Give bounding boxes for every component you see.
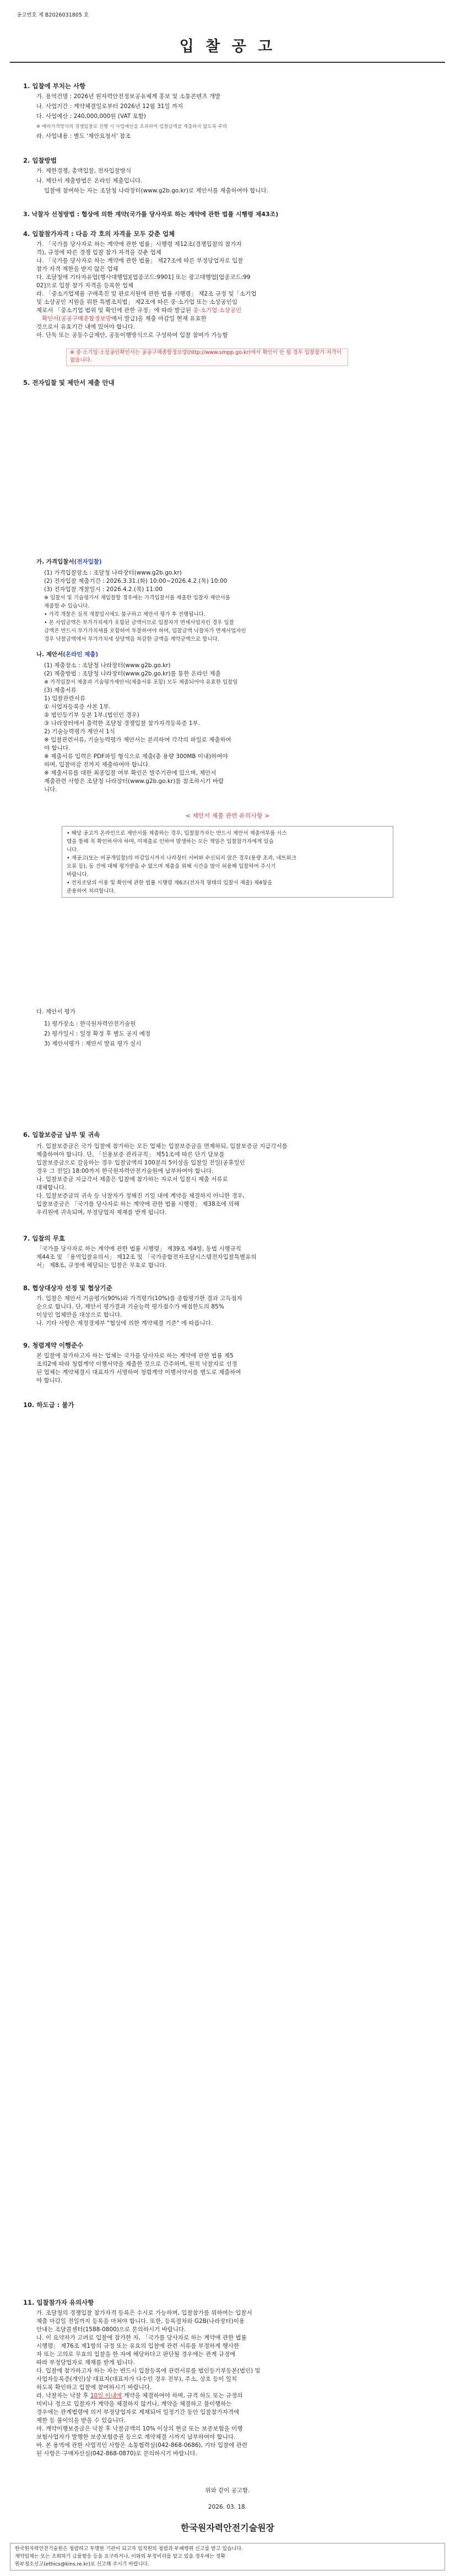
sec2-item: 가. 제한경쟁, 총액입찰, 전자입찰방식 [36, 168, 132, 174]
notice-date: 2026. 03. 18. [208, 2504, 247, 2510]
sec7-line: 서」 제8조, 규정에 해당되는 입찰은 무효로 합니다. [36, 1262, 167, 1269]
sec6-line: 입찰보증금은 「국가를 당사자로 하는 계약에 관한 법률 시행령」 제38조에 의해 [36, 1201, 240, 1208]
ethics-note-line: 원부청소신고(ethics@kins.re.kr)로 신고해 주시기 바랍니다. [15, 2562, 149, 2567]
proposal-line: 제출관련 사항은 조달청 나라장터(www.g2b.go.kr)를 참조하시기 바랍 [44, 778, 224, 785]
caution-box [62, 826, 393, 898]
sec11-line: 하도록 확인하고 입찰에 참여하시기 바랍니다. [36, 2384, 152, 2391]
proposal-line: 니다. [44, 786, 57, 793]
caution-line: • 재공고(또는 비공개입찰)의 마감일시까지 나라장터 서버와 수신되지 않은 경우(용량 초과, 네트워크 [67, 855, 297, 861]
sec8-line: 순으로 합니다. 단, 제안서 평가결과 기술능력 평가점수가 배점한도의 85% [36, 1303, 224, 1310]
section-3-heading: 3. 낙찰자 선정방법 : 협상에 의한 계약(국가를 당사자로 하는 계약에 관한 법률 시행령 제43조) [23, 211, 279, 218]
title-divider [10, 62, 445, 63]
caution-line: • 전자조달의 이용 및 확인에 관한 법률 시행령 제6조(전자적 형태의 입찰서 제출) 제4항을 [67, 880, 273, 886]
sec11-line: 보험사업자가 발행한 보증보험증권 등으로 계약체결 시까지 납부하여야 합니다. [36, 2434, 236, 2440]
evaluation-line: 3) 제안서평가 : 제안서 발표 평가 실시 [44, 1040, 142, 1047]
section-6-heading: 6. 입찰보증금 납부 및 귀속 [23, 1131, 100, 1139]
price-bid-title: 가. 가격입찰서 [36, 559, 74, 565]
price-bid-line: (3) 전자입찰 개찰일시 : 2026.4.2.(목) 11:00 [44, 586, 162, 593]
sec4-line: 격), 규정에 따른 경쟁 입찰 참가 자격을 갖춘 업체 [36, 249, 161, 256]
caution-line: 템을 통해 꼭 확인하셔야 하며, 미제출로 인하여 발생하는 모든 책임은 입찰참가자에게 있습 [67, 839, 274, 845]
sec11-body [36, 2309, 261, 2458]
sec11-line: 안내는 조달콜센터(1588-0800)으로 문의하시기 바랍니다. [36, 2326, 186, 2333]
sec4-line: 참가 자격 제한을 받지 않은 업체 [36, 266, 118, 272]
sec7-line: 제44조 및 「용역입찰유의서」 제12조 및 「국가종합전자조달시스템전자입찰특별유의 [36, 1254, 257, 1260]
sec4-line: 및 소상공인 지원을 위한 특별조치법」 제2조에 따른 중·소기업 또는 소상공인임 [36, 299, 237, 305]
price-bid-line: • 본 사업금액은 부가가치세가 포함된 금액이므로 입찰자가 면세사업자인 경우 입찰 [44, 620, 234, 626]
sec4-red-site: 공공구매종합정보망 [61, 315, 111, 322]
evaluation-line: 2) 평가일시 : 일정 확정 후 별도 공지 예정 [44, 1031, 151, 1037]
sec4-line: 가. 「국가를 당사자로 하는 계약에 관한 법률」시행령 제12조(경쟁입찰의 참가자 [36, 241, 242, 248]
sec4-red-confirm: 확인서( [42, 315, 61, 322]
section-10-heading: 10. 하도급 : 불가 [23, 1401, 74, 1409]
sec4-line [36, 315, 256, 323]
proposal-line: (2) 제출방법 : 조달청 나라장터(www.g2b.go.kr)를 통한 온라인 제출 [44, 670, 221, 677]
sec9-body [36, 1352, 241, 1385]
proposal-line: ③ 나라장터에서 출력한 조달청 경쟁입찰 참가자격등록증 1부. [44, 720, 200, 727]
section-9-heading: 9. 청렴계약 이행준수 [23, 1341, 84, 1349]
sec9-line: 본 입찰에 참가하고자 하는 업체는 국가를 당사자로 하는 계약에 관한 법률 제5 [36, 1353, 234, 1359]
sec4-red-label: 중·소기업·소상공인 [193, 307, 242, 314]
sec8-line: 나. 기타 사항은 제정경제부 "협상에 의한 계약체결 기준" 에 따릅니다. [36, 1320, 213, 1327]
smpp-warning-text: ※ 중·소기업·소상공인확인서는 공공구매종합정보망(http://www.smpp.go.kr)에서 확인이 안 될 경우 입찰참가 자격이 없음니다. [70, 350, 342, 363]
sec6-line: 가. 입찰보증금은 국가 입찰에 참가하는 모든 업체는 입찰보증금을 면제하되, 입찰보증금 지급각서를 [36, 1143, 288, 1150]
sec6-line: 우리원에 귀속되며, 부정당업자 제재를 받게 됩니다. [36, 1209, 167, 1216]
proposal-line: 하며, 입찰마감 전까지 제출하여야 합니다. [44, 761, 150, 768]
sec6-line: 입찰보증금으로 갈음하는 경우 입찰금액의 100분의 5이상을 입찰일 전일(공휴일인 [36, 1160, 245, 1166]
sec11-line: 미비나 정으로 입찰자가 계약을 체결하지 않거나, 계약을 체결하고 불이행하는 [36, 2401, 232, 2407]
sec4-line: 다. 조달청에 기타자유업(행사대행업)[업종코드:9901] 또는 광고대행업[업종코드:99 [36, 274, 251, 281]
proposal-heading [36, 651, 98, 659]
evaluation-heading: 다. 제안서 평가 [36, 1008, 75, 1015]
sec11-ra-tail: 계약을 체결하여야 하며, 규격 하도 또는 규정의 [123, 2392, 243, 2399]
sec4-line [36, 307, 256, 315]
price-bid-line: 금액은 반드시 부가가치세를 포함하여 투찰하여야 하며, 입찰금액 낙찰자가 면세사업자인 [44, 628, 246, 634]
sec11-line: 마. 계약이행보증금은 낙찰 후 낙찰금액의 10% 이상의 현금 또는 보증보험을 이행 [36, 2425, 243, 2432]
sec4-body [36, 240, 256, 340]
sec11-line: 경우에는 관계법령에 의거 부정당업자로 제재되어 일정기간 동안 입찰참가자격에 [36, 2409, 240, 2416]
proposal-line: ※ 가격입찰서 제출과 기술평가제안서(제출서류 포함) 모두 제출되어야 유효한 입찰임 [44, 679, 238, 685]
sec4-line-text: 제로서 「중소기업 범위 및 확인에 관한 규정」에 따라 발급된 [36, 307, 191, 314]
sec7-line: 「국가를 당사자로 하는 계약에 관한 법률 시행령」 제39조 제4항, 동법 시행규칙 [36, 1246, 241, 1252]
sec11-line: 사업자등록증(개인)상 대표자(대표자가 다수인 경우 전부), 주소, 상호 등이 일치 [36, 2376, 237, 2382]
sec6-line: 나. 입찰보증금 지급각서 제출은 입찰에 참가하는 자로서 입찰시 제출 서류로 [36, 1176, 228, 1183]
sec6-line: 제출하여야 합니다. 단, 「신용보증 관리규칙」 제51조에 따른 단기 담보를 [36, 1151, 225, 1158]
ethics-note-line: 계약업체는 또는 조회하기 금품향응 등을 요구하거나, 이와의 부정비리를 알고 있을 경우에는 정확 [15, 2554, 226, 2559]
page-title: 입 찰 공 고 [179, 38, 276, 55]
price-bid-line: (2) 전자입찰 제출기간 : 2026.3.31.(화) 10:00~2026.4.2.(목) 10:00 [44, 578, 228, 584]
ethics-note-lines [15, 2545, 243, 2568]
price-bid-tag: (전자입찰) [74, 559, 102, 565]
sec4-line: 마. 단독 또는 공동수급제안, 공동이행방식으로 구성하여 입찰 참여가 가능함 [36, 332, 228, 339]
sec6-line: 경우 그 전일) 18:00까지 한국원자력안전기술원에 납부하여야 합니다. [36, 1168, 214, 1174]
caution-line: 바랍니다. [67, 872, 89, 878]
price-bid-heading [36, 558, 102, 566]
section-1-heading: 1. 입찰에 부치는 사항 [23, 82, 86, 90]
sec11-line: 자 또는 고의로 무효의 입찰을 한 자에 해당하다고 판단될 경우에는 관계 규정에 [36, 2351, 236, 2358]
sec11-line: 바. 본 용역에 관한 사업적인 사항은 소통협력실(042-868-0686), 기타 입찰에 관련 [36, 2442, 248, 2449]
sec4-line: 02]으로 입찰 참가 자격을 등록한 업체 [36, 282, 134, 289]
smpp-warning-box [66, 348, 348, 366]
sec11-line: 나. 이 요약자가 고려로 입찰에 참가한 자, 「국가를 당사자로 하는 계약에 관한 법률 [36, 2334, 247, 2341]
sec8-line: 가. 입찰은 제안서 기술평가(90%)와 가격평가(10%)를 종합평가한 결과 고득점자 [36, 1295, 242, 1302]
sec6-line: 다. 입찰보증금의 귀속 등 낙찰자가 정해진 기일 내에 계약을 체결하지 아니한 경우, [36, 1193, 245, 1199]
price-bid-line: (1) 가격입찰장소 : 조달청 나라장터(www.g2b.go.kr) [44, 570, 182, 576]
budget-note: ※ 예비가격방식의 경쟁입찰로 진행 시 사업예산을 초과하여 입찰금액을 제출하지 않도록 주의 [36, 124, 228, 130]
proposal-title: 나. 제안서 [36, 651, 63, 658]
proposal-tag: (온라인 제출) [63, 651, 99, 658]
ethics-note-box [10, 2543, 445, 2570]
sec2-item: 입찰에 참여하는 자는 조달청 나라장터(www.g2b.go.kr)로 제안서를 제출하여야 합니다. [44, 187, 269, 194]
caution-lines [67, 829, 296, 895]
proposal-line: ※ 제출서류를 대한 최종입찰 여부 확인은 발주기관에 있으며, 제안서 [44, 770, 216, 776]
notice-number: 공고번호 제 B2026031805 호 [17, 12, 89, 18]
closing-text: 위와 같이 공고함. [205, 2487, 250, 2494]
sec6-body [36, 1142, 288, 1217]
proposal-line: 2) 기술능력평가 제안서 1식 [44, 728, 115, 735]
sec4-line: 라. 「중소기업제품 구매촉진 및 판로지원에 관한 법률 시행령」 제2조 규정 및「소기업 [36, 291, 257, 297]
sec2-item: 나. 제안서 제출방법은 온라인 제출입니다. [36, 178, 143, 184]
sec8-body [36, 1295, 242, 1328]
section-5-heading: 5. 전자입찰 및 제안서 제출 안내 [23, 379, 115, 387]
sec7-body [36, 1245, 257, 1270]
sec9-line: 야 합니다. [36, 1377, 63, 1384]
caution-line: 니다. [67, 847, 79, 853]
section-8-heading: 8. 협상대상자 선정 및 협상기준 [23, 1284, 112, 1292]
sec11-line: 다. 입찰에 참가하고자 하는 자는 반드시 입찰등록에 관련서류를 법인등기부등본(법인) 및 [36, 2368, 261, 2374]
price-bid-body [44, 569, 246, 643]
ethics-note-line: 한국원자력안전기술원은 청렴하고 투명한 기관이 되고자 임직원의 청렴과 부패행위 신고를 받고 있습니다. [15, 2546, 243, 2552]
proposal-line: ① 사업자등록증 사본 1부. [44, 704, 111, 710]
sec1-item: 나. 사업기간 : 계약체결일로부터 2026년 12월 31일 까지 [36, 103, 183, 110]
sec6-line: 대체합니다. [36, 1184, 67, 1191]
sec8-line: 이상인 업체만을 대상으로 합니다. [36, 1312, 122, 1318]
section-2-heading: 2. 입찰방법 [23, 157, 57, 164]
sec11-line: 따라 부정당업자로 제재를 받게 됩니다. [36, 2359, 135, 2366]
sec11-ra-text: 라. 낙찰자는 낙찰 후 [36, 2392, 89, 2399]
sec1-item: 가. 용역건명 : 2026년 원자력안전정보공유체계 홍보 및 소통콘텐츠 개발 [36, 93, 221, 100]
sec11-line [36, 2392, 261, 2400]
sec11-line: 제한 등 불이익을 받을 수 있습니다. [36, 2417, 126, 2424]
sec4-after-red: 에서 발급)을 제출 마감일 현재 유효한 [111, 315, 207, 322]
sec9-line: 된 업체는 계약체결시 대표자가 서명하여 청렴계약 이행서약서를 별도로 제출하여 [36, 1369, 241, 1376]
caution-line: 준용하여 처리합니다. [67, 888, 116, 894]
sec9-line: 조의2에 따라 청렴계약 이행서약을 제출한 것으로 간주하며, 원칙 낙찰자로 선정 [36, 1361, 237, 1367]
section-4-heading: 4. 입찰참가자격 : 다음 각 호의 자격을 모두 갖춘 업체 [23, 230, 175, 238]
evaluation-line: 1) 평가장소 : 한국원자력안전기술원 [44, 1021, 136, 1027]
caution-line: 오류 등), 동 건에 대해 평가받을 수 없으며 제출을 위해 시간을 많이 허용해 입찰하여 주시기 [67, 863, 276, 870]
proposal-line: (1) 제출장소 : 조달청 나라장터(www.g2b.go.kr) [44, 662, 171, 669]
issuing-organization: 한국원자력안전기술원장 [180, 2523, 275, 2533]
sec11-line: 가. 조달청의 경쟁입찰 참가자격 등록은 수시로 가능하며, 입찰참가를 위하여는 입찰서 [36, 2310, 252, 2316]
proposal-line: ※ 입찰관련서류, 기술능력평가 제안서는 분리하여 각각의 파일로 제출하여 [44, 737, 231, 743]
sec4-line: 나. 「국가를 당사자로 하는 계약에 관한 법률」 제27조에 따른 부정당업자로 입찰 [36, 257, 243, 264]
sec4-line: 것으로서 유효기간 내에 있어야 합니다. [36, 324, 135, 330]
proposal-line: 1) 입찰관련서류 [44, 695, 85, 702]
proposal-line: (3) 제출서류 [44, 687, 77, 694]
proposal-line: ② 법인등기부 등본 1부.(법인인 경우) [44, 712, 139, 718]
caution-line: • 해당 공고가 온라인으로 제안서를 제출하는 경우, 입찰참가자는 반드시 제안서 제출여부를 시스 [67, 830, 287, 836]
section-7-heading: 7. 입찰의 무효 [23, 1235, 65, 1242]
section-11-heading: 11. 입찰참가자 유의사항 [23, 2299, 94, 2306]
sec11-line: 제출 마감일 전일까지 등록을 마쳐야 합니다. 또한, 등록절차와 G2B(나라장터)이용 [36, 2318, 245, 2325]
caution-title: < 제안서 제출 관련 유의사항 > [185, 812, 270, 819]
price-bid-line: 제출할 수 있습니다. [44, 603, 90, 609]
sec11-line: 시행령」 제76조 제1항의 규정 또는 유효의 입찰에 관련 서류를 부정하게 행사한 [36, 2343, 240, 2349]
proposal-body [44, 662, 238, 794]
proposal-line: ※ 제출서류 입력은 PDF파일 형식으로 제출(총 용량 300MB 이내)하여야 [44, 753, 228, 760]
price-bid-line: 경우 낙찰금액에서 부가가치세 상당액을 차감한 금액을 계약금액으로 합니다. [44, 636, 219, 642]
price-bid-line: • 가격 개찰은 실적 개찰일시에도 불구하고 제안서 평가 후 진행됩니다. [44, 611, 205, 618]
proposal-line: 야 합니다. [44, 745, 71, 752]
sec11-line: 된 사항은 구매자산실(042-868-0870)로 문의하시기 바랍니다. [36, 2450, 197, 2457]
price-bid-line: ※ 입찰서 및 기술평가서 재입찰할 경우에는 가격입찰서를 제출한 입찰자 제안서를 [44, 595, 230, 601]
sec1-item: 라. 사업내용 : 별도 '제안요청서' 참조 [36, 133, 131, 139]
sec1-item: 다. 사업예산 : 240,000,000원 (VAT 포함) [36, 113, 146, 120]
evaluation-body [44, 1020, 150, 1048]
sec11-ra-deadline: 10일 이내에 [90, 2392, 122, 2399]
